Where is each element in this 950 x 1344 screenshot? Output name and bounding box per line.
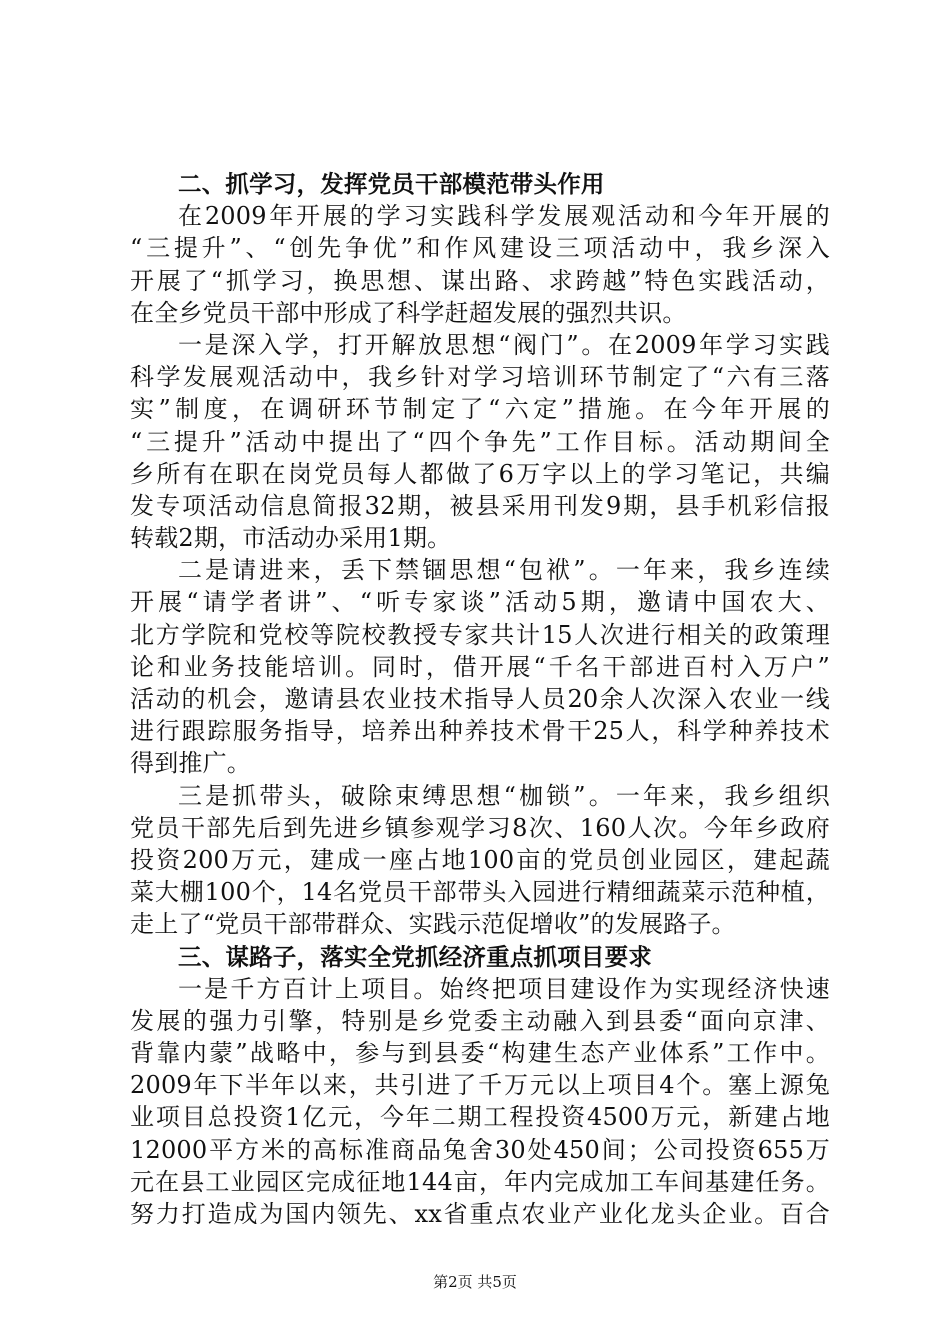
paragraph-line: 在2009年开展的学习实践科学发展观活动和今年开展的 bbox=[178, 202, 830, 231]
paragraph-line: 科学发展观活动中，我乡针对学习培训环节制定了“六有三落 bbox=[130, 363, 830, 392]
paragraph-line: 论和业务技能培训。同时，借开展“千名干部进百村入万户” bbox=[130, 652, 830, 681]
paragraph-line: 投资200万元，建成一座占地100亩的党员创业园区，建起蔬 bbox=[130, 845, 830, 874]
paragraph-line: 2009年下半年以来，共引进了千万元以上项目4个。塞上源兔 bbox=[130, 1071, 830, 1100]
paragraph-line: “三提升”活动中提出了“四个争先”工作目标。活动期间全 bbox=[130, 427, 830, 456]
paragraph-line: 背靠内蒙”战略中，参与到县委“构建生态产业体系”工作中。 bbox=[130, 1039, 830, 1068]
paragraph-line: 12000平方米的高标准商品兔舍30处450间；公司投资655万 bbox=[130, 1135, 830, 1164]
paragraph-line: 实”制度，在调研环节制定了“六定”措施。在今年开展的 bbox=[130, 395, 830, 424]
paragraph-line: 发展的强力引擎，特别是乡党委主动融入到县委“面向京津、 bbox=[130, 1006, 830, 1035]
paragraph-line: 党员干部先后到先进乡镇参观学习8次、160人次。今年乡政府 bbox=[130, 813, 830, 842]
page-footer: 第2页 共5页 bbox=[433, 1273, 517, 1291]
paragraph-line: 在全乡党员干部中形成了科学赶超发展的强烈共识。 bbox=[130, 298, 687, 327]
paragraph-line: 一是深入学，打开解放思想“阀门”。在2009年学习实践 bbox=[178, 330, 830, 359]
paragraph-line: 活动的机会，邀请县农业技术指导人员20余人次深入农业一线 bbox=[130, 685, 830, 713]
paragraph-line: 菜大棚100个，14名党员干部带头入园进行精细蔬菜示范种植， bbox=[130, 878, 830, 907]
paragraph-line: 努力打造成为国内领先、xx省重点农业产业化龙头企业。百合 bbox=[130, 1200, 830, 1228]
paragraph-line: 走上了“党员干部带群众、实践示范促增收”的发展路子。 bbox=[130, 910, 736, 939]
paragraph-line: 得到推广。 bbox=[130, 749, 251, 778]
paragraph-line: 业项目总投资1亿元，今年二期工程投资4500万元，新建占地 bbox=[130, 1103, 830, 1132]
paragraph-line: 一是千方百计上项目。始终把项目建设作为实现经济快速 bbox=[178, 974, 830, 1003]
paragraph-line: 进行跟踪服务指导，培养出种养技术骨干25人，科学种养技术 bbox=[130, 717, 830, 746]
section-heading: 三、谋路子，落实全党抓经济重点抓项目要求 bbox=[178, 942, 652, 971]
document-body bbox=[130, 168, 830, 1230]
paragraph-line: 开展“请学者讲”、“听专家谈”活动5期，邀请中国农大、 bbox=[130, 588, 830, 617]
section-heading: 二、抓学习，发挥党员干部模范带头作用 bbox=[178, 170, 605, 198]
paragraph-line: 发专项活动信息简报32期，被县采用刊发9期，县手机彩信报 bbox=[130, 491, 830, 520]
paragraph-line: 开展了“抓学习，换思想、谋出路、求跨越”特色实践活动， bbox=[130, 266, 830, 295]
paragraph-line: 二是请进来，丢下禁锢思想“包袱”。一年来，我乡连续 bbox=[178, 556, 830, 585]
paragraph-line: “三提升”、“创先争优”和作风建设三项活动中，我乡深入 bbox=[130, 234, 830, 263]
paragraph-line: 北方学院和党校等院校教授专家共计15人次进行相关的政策理 bbox=[130, 620, 830, 649]
paragraph-line: 三是抓带头，破除束缚思想“枷锁”。一年来，我乡组织 bbox=[178, 781, 830, 810]
paragraph-line: 乡所有在职在岗党员每人都做了6万字以上的学习笔记，共编 bbox=[130, 459, 830, 488]
paragraph-line: 元在县工业园区完成征地144亩，年内完成加工车间基建任务。 bbox=[130, 1167, 830, 1196]
paragraph-line: 转载2期，市活动办采用1期。 bbox=[130, 524, 452, 553]
